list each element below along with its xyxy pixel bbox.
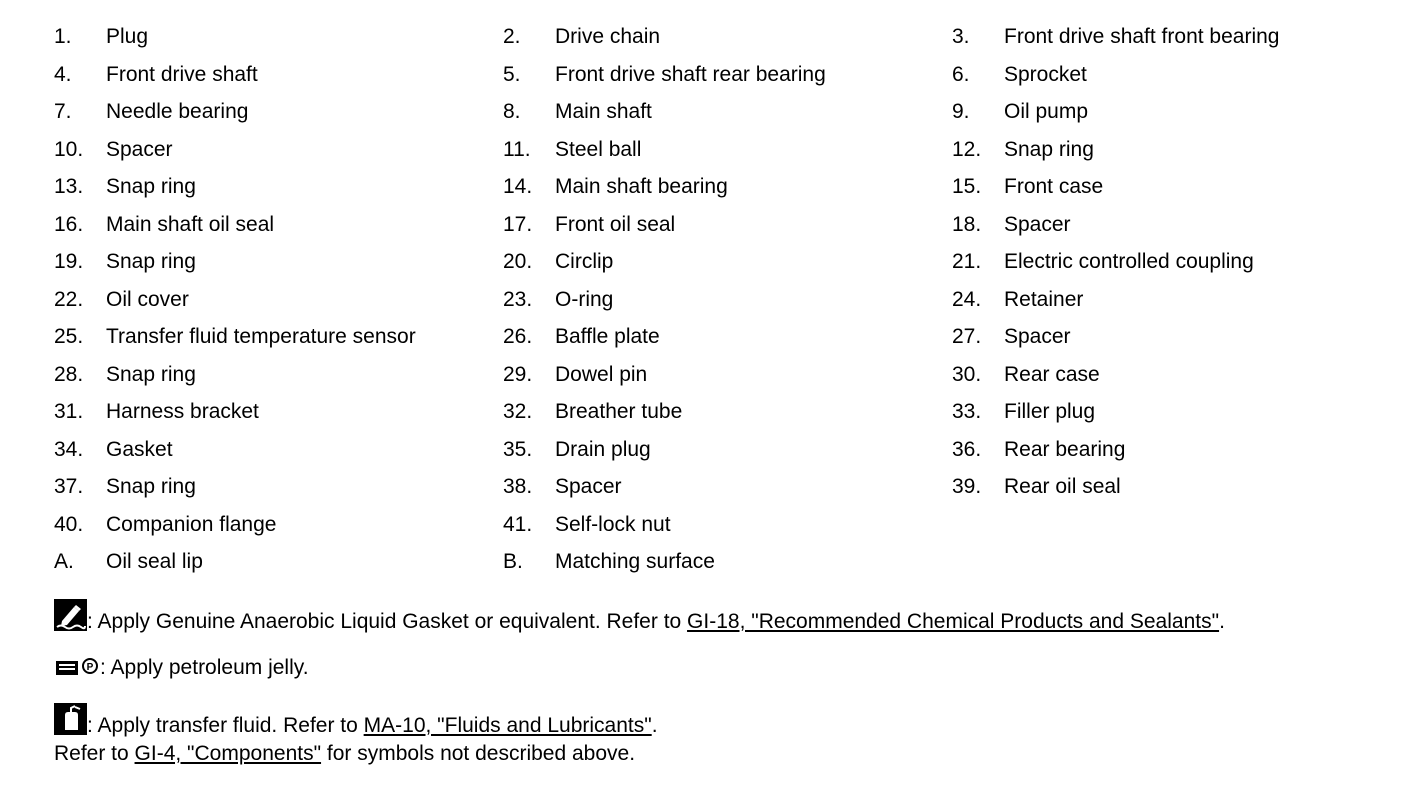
part-number: A. (54, 550, 74, 573)
part-number: 33. (952, 400, 982, 423)
part-name: Main shaft bearing (555, 175, 728, 198)
part-number: 9. (952, 100, 970, 123)
part-number: 12. (952, 138, 982, 161)
part-name: Front drive shaft rear bearing (555, 63, 826, 86)
part-number: 5. (503, 63, 521, 86)
svg-text:P: P (86, 662, 94, 673)
part-name: Companion flange (106, 513, 277, 536)
part-name: Snap ring (106, 175, 196, 198)
part-number: 7. (54, 100, 72, 123)
part-name: Front oil seal (555, 213, 676, 236)
part-name: Rear bearing (1004, 438, 1126, 461)
part-name: Retainer (1004, 288, 1084, 311)
part-number: 23. (503, 288, 533, 311)
part-number: 8. (503, 100, 521, 123)
part-name: Electric controlled coupling (1004, 250, 1254, 273)
part-name: Spacer (1004, 325, 1071, 348)
part-name: Self-lock nut (555, 513, 671, 536)
part-number: 2. (503, 25, 521, 48)
part-name: Sprocket (1004, 63, 1087, 86)
part-name: Drain plug (555, 438, 651, 461)
part-name: Oil pump (1004, 100, 1089, 123)
part-name: Dowel pin (555, 363, 648, 386)
part-name: Needle bearing (106, 100, 249, 123)
part-number: 35. (503, 438, 533, 461)
part-number: 32. (503, 400, 533, 423)
part-name: Steel ball (555, 138, 642, 161)
part-number: 16. (54, 213, 84, 236)
part-number: 25. (54, 325, 84, 348)
note-petroleum-jelly-text: : Apply petroleum jelly. (100, 656, 309, 679)
part-number: 24. (952, 288, 982, 311)
part-name: Matching surface (555, 550, 715, 573)
part-name: Oil seal lip (106, 550, 203, 573)
part-name: Main shaft (555, 100, 652, 123)
part-number: 14. (503, 175, 533, 198)
part-number: 3. (952, 25, 970, 48)
part-number: 10. (54, 138, 84, 161)
part-number: 13. (54, 175, 84, 198)
part-name: Rear oil seal (1004, 475, 1121, 498)
note-transfer-fluid: : Apply transfer fluid. Refer to MA-10, "Fluids and Lubricants". (54, 703, 658, 733)
part-number: 4. (54, 63, 72, 86)
part-name: Transfer fluid temperature sensor (106, 325, 416, 348)
part-name: Front drive shaft (106, 63, 258, 86)
part-name: Circlip (555, 250, 614, 273)
liquid-gasket-icon (54, 599, 87, 640)
part-name: Gasket (106, 438, 173, 461)
note-liquid-gasket: : Apply Genuine Anaerobic Liquid Gasket or equivalent. Refer to GI-18, "Recommended Chemical Products and Sealants". (54, 599, 1225, 629)
part-number: 20. (503, 250, 533, 273)
part-number: 19. (54, 250, 84, 273)
part-number: 15. (952, 175, 982, 198)
part-name: Spacer (555, 475, 622, 498)
transfer-fluid-icon (54, 703, 87, 744)
part-name: O-ring (555, 288, 614, 311)
part-number: 38. (503, 475, 533, 498)
part-number: 39. (952, 475, 982, 498)
note-petroleum-jelly (54, 653, 309, 683)
part-number: 11. (503, 138, 531, 161)
part-name: Rear case (1004, 363, 1100, 386)
part-name: Snap ring (106, 250, 196, 273)
link-components[interactable]: GI-4, "Components" (134, 742, 322, 765)
part-name: Snap ring (1004, 138, 1094, 161)
part-number: 34. (54, 438, 84, 461)
part-name: Filler plug (1004, 400, 1096, 423)
petroleum-jelly-icon (54, 656, 100, 686)
part-number: 18. (952, 213, 982, 236)
part-name: Snap ring (106, 363, 196, 386)
part-number: 30. (952, 363, 982, 386)
part-name: Spacer (106, 138, 173, 161)
part-name: Front case (1004, 175, 1104, 198)
part-name: Baffle plate (555, 325, 660, 348)
part-name: Oil cover (106, 288, 189, 311)
part-name: Breather tube (555, 400, 683, 423)
part-name: Snap ring (106, 475, 196, 498)
part-name: Main shaft oil seal (106, 213, 275, 236)
part-number: 37. (54, 475, 84, 498)
part-name: Spacer (1004, 213, 1071, 236)
part-number: 21. (952, 250, 982, 273)
part-number: 40. (54, 513, 84, 536)
part-number: B. (503, 550, 523, 573)
part-number: 41. (503, 513, 533, 536)
part-number: 17. (503, 213, 533, 236)
note-transfer-fluid-text: : Apply transfer fluid. Refer to (87, 714, 364, 737)
part-name: Drive chain (555, 25, 661, 48)
part-number: 36. (952, 438, 982, 461)
link-fluids-and-lubricants[interactable]: MA-10, "Fluids and Lubricants" (363, 714, 652, 737)
part-number: 26. (503, 325, 533, 348)
part-number: 22. (54, 288, 84, 311)
part-number: 29. (503, 363, 533, 386)
part-number: 28. (54, 363, 84, 386)
link-recommended-chemical-products[interactable]: GI-18, "Recommended Chemical Products and Sealants" (687, 610, 1220, 633)
note-liquid-gasket-text: : Apply Genuine Anaerobic Liquid Gasket or equivalent. Refer to (87, 610, 688, 633)
part-name: Plug (106, 25, 149, 48)
part-number: 1. (54, 25, 72, 48)
part-number: 27. (952, 325, 982, 348)
part-number: 6. (952, 63, 970, 86)
part-number: 31. (54, 400, 84, 423)
part-name: Harness bracket (106, 400, 259, 423)
part-name: Front drive shaft front bearing (1004, 25, 1280, 48)
note-refer-components: Refer to GI-4, "Components" for symbols not described above. (54, 742, 636, 765)
